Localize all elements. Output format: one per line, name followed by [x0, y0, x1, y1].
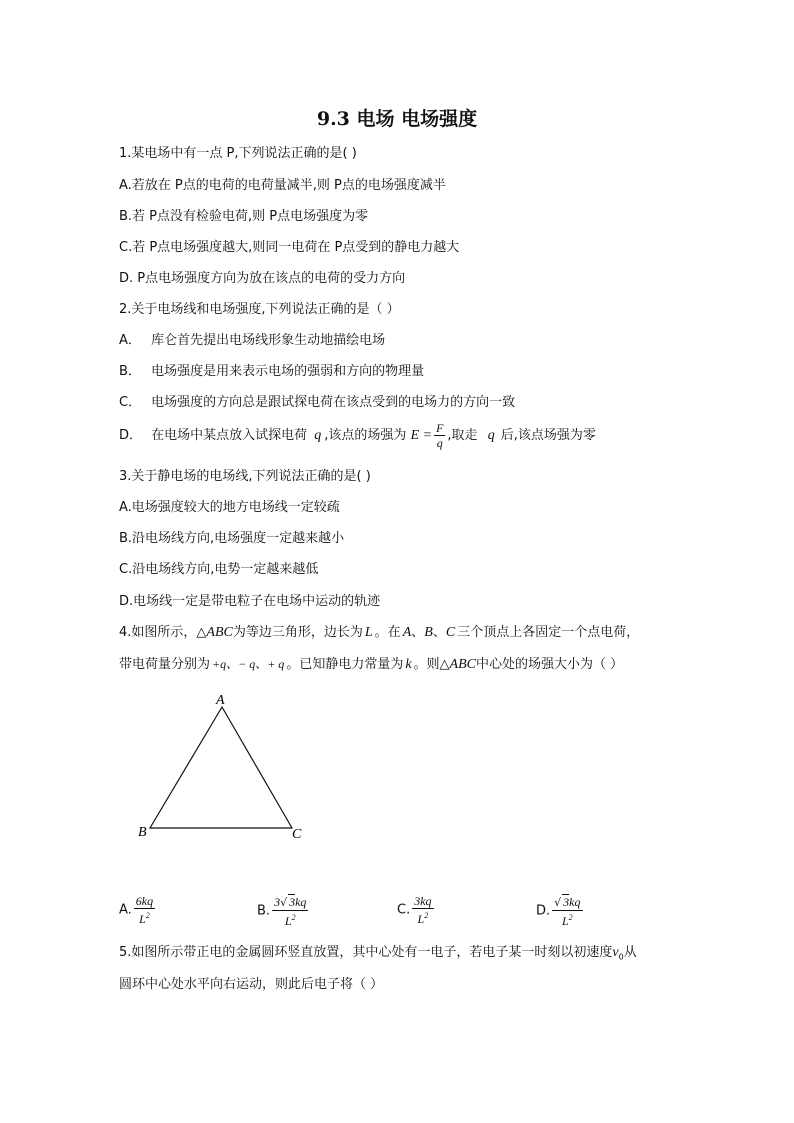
- q4-line2-b: 。已知静电力常量为: [286, 657, 404, 672]
- q4-stem-line2: [119, 656, 623, 673]
- q4-answer-d-sqrt: 3: [563, 895, 570, 909]
- q2-option-d-formula-fraction: [434, 421, 445, 450]
- vertex-label-c: C: [292, 827, 302, 842]
- q4-line1-sep2: 、: [432, 625, 446, 640]
- q4-answer-c-exp: 2: [424, 911, 429, 920]
- q4-answer-d-exp: 2: [568, 913, 573, 922]
- q4-answer-c: [397, 894, 436, 926]
- q4-answer-b-exp: 2: [291, 913, 296, 922]
- q4-answer-a-exp: 2: [145, 911, 150, 920]
- q2-option-b: [119, 364, 424, 380]
- q2-option-c: [119, 395, 515, 411]
- q4-answer-a-label: A.: [119, 902, 132, 918]
- q5-line1-end: 从: [623, 945, 637, 960]
- q4-answer-d-den: L: [561, 914, 569, 928]
- vertex-label-a: A: [216, 693, 225, 708]
- q3-stem: 3.关于静电场的电场线,下列说法正确的是( ): [119, 469, 371, 484]
- q4-line2-k: k: [405, 657, 412, 672]
- q4-line1-A: A: [402, 625, 412, 640]
- q4-answer-b-coef: 3: [274, 895, 281, 909]
- q4-answer-c-num: kq: [420, 894, 432, 908]
- q4-line2-charges: +q、− q、+ q: [212, 657, 285, 671]
- q4-answer-b: [257, 894, 310, 928]
- q4-line2-c: 。则△: [413, 657, 450, 672]
- q3-option-b: B.沿电场线方向,电场强度一定越来越小: [119, 531, 345, 546]
- q4-line2-a: 带电荷量分别为: [119, 657, 211, 672]
- q1-option-a: A.若放在 P点的电荷的电荷量减半,则 P点的电场强度减半: [119, 178, 446, 193]
- q1-option-c: C.若 P点电场强度越大,则同一电荷在 P点受到的静电力越大: [119, 240, 460, 255]
- triangle-abc: [150, 707, 292, 828]
- q5-v0: v: [612, 945, 619, 960]
- q4-answer-b-sqrt: 3: [289, 895, 296, 909]
- q4-answer-d-label: D.: [536, 903, 551, 919]
- q2-option-d-letter: D．: [119, 428, 143, 443]
- sqrt-icon: √: [554, 896, 562, 909]
- q4-line1-c: 。在: [374, 625, 401, 640]
- q2-option-a: [119, 333, 385, 349]
- q4-answer-c-coef: 3: [414, 894, 421, 908]
- q5-stem-line2: 圆环中心处水平向右运动，则此后电子将（ ）: [119, 977, 384, 992]
- q5-v0-sub: 0: [618, 952, 624, 962]
- q4-answer-a-fraction: [134, 894, 155, 926]
- q4-line1-d: 三个顶点上各固定一个点电荷，: [457, 625, 640, 640]
- q2-option-c-text: 电场强度的方向总是跟试探电荷在该点受到的电场力的方向一致: [151, 395, 516, 410]
- q4-answer-a-den: L: [139, 912, 146, 926]
- q4-answer-b-label: B.: [257, 903, 271, 919]
- q4-answer-d-fraction: [552, 894, 582, 928]
- q4-stem-line1: [119, 625, 639, 641]
- q4-answer-d: [536, 894, 585, 928]
- sqrt-icon: √: [280, 896, 288, 909]
- q2-option-a-text: 库仑首先提出电场线形象生动地描绘电场: [151, 333, 386, 348]
- triangle-figure: [130, 685, 320, 845]
- q2-option-d-formula-lhs: E =: [410, 428, 433, 443]
- q4-answer-b-num: kq: [295, 895, 307, 909]
- q2-option-d-text4: 后,该点场强为零: [500, 428, 596, 443]
- q2-option-d-q: q: [314, 428, 322, 443]
- q2-option-d: [119, 421, 596, 451]
- q3-option-d: D.电场线一定是带电粒子在电场中运动的轨迹: [119, 594, 381, 609]
- q3-option-c: C.沿电场线方向,电势一定越来越低: [119, 562, 319, 577]
- q2-option-c-letter: C．: [119, 395, 142, 410]
- q2-option-d-text3: ,取走: [447, 428, 478, 443]
- q4-answer-a: [119, 894, 157, 926]
- q2-option-b-text: 电场强度是用来表示电场的强弱和方向的物理量: [151, 364, 425, 379]
- q4-line1-sep1: 、: [411, 625, 425, 640]
- q4-line1-b: 为等边三角形，边长为: [232, 625, 363, 640]
- page-title: 9.3 电场 电场强度: [316, 108, 478, 130]
- q1-option-d: D. P点电场强度方向为放在该点的电荷的受力方向: [119, 271, 406, 286]
- q1-stem: 1.某电场中有一点 P,下列说法正确的是( ): [119, 146, 357, 161]
- q3-option-a: A.电场强度较大的地方电场线一定较疏: [119, 500, 340, 515]
- q4-answer-b-den: L: [284, 914, 292, 928]
- q4-answer-c-fraction: [412, 894, 433, 926]
- q4-line1-abc: ABC: [206, 625, 233, 640]
- q2-stem: 2.关于电场线和电场强度,下列说法正确的是（ ）: [119, 302, 400, 317]
- q4-answer-c-den: L: [417, 912, 425, 926]
- q2-option-d-formula-den: q: [436, 436, 443, 450]
- q2-option-d-text1: 在电场中某点放入试探电荷: [151, 428, 308, 443]
- q2-option-b-letter: B．: [119, 364, 141, 379]
- q4-line1-B: B: [424, 625, 433, 640]
- q4-line2-abc: ABC: [449, 657, 476, 672]
- q4-answer-b-fraction: [272, 894, 308, 928]
- q4-answer-d-num: kq: [569, 895, 581, 909]
- q4-line2-d: 中心处的场强大小为（ ）: [476, 657, 624, 672]
- q2-option-d-q2: q: [487, 428, 495, 443]
- q4-line1-C: C: [445, 625, 456, 640]
- q4-answer-a-coef: 6: [135, 894, 142, 908]
- q4-line1-L: L: [364, 625, 373, 640]
- vertex-label-b: B: [138, 825, 147, 840]
- q2-option-d-formula-num: F: [436, 421, 444, 435]
- q5-stem-line1: [119, 945, 637, 966]
- q2-option-a-letter: A．: [119, 333, 141, 348]
- q2-option-d-text2: ,该点的场强为: [324, 428, 407, 443]
- q4-answer-c-label: C.: [397, 902, 411, 918]
- q5-line1: 5.如图所示带正电的金属圆环竖直放置，其中心处有一电子，若电子某一时刻以初速度: [119, 945, 613, 960]
- q1-option-b: B.若 P点没有检验电荷,则 P点电场强度为零: [119, 209, 369, 224]
- q4-answer-a-num: kq: [141, 894, 154, 908]
- q4-line1-a: 4.如图所示，△: [119, 625, 207, 640]
